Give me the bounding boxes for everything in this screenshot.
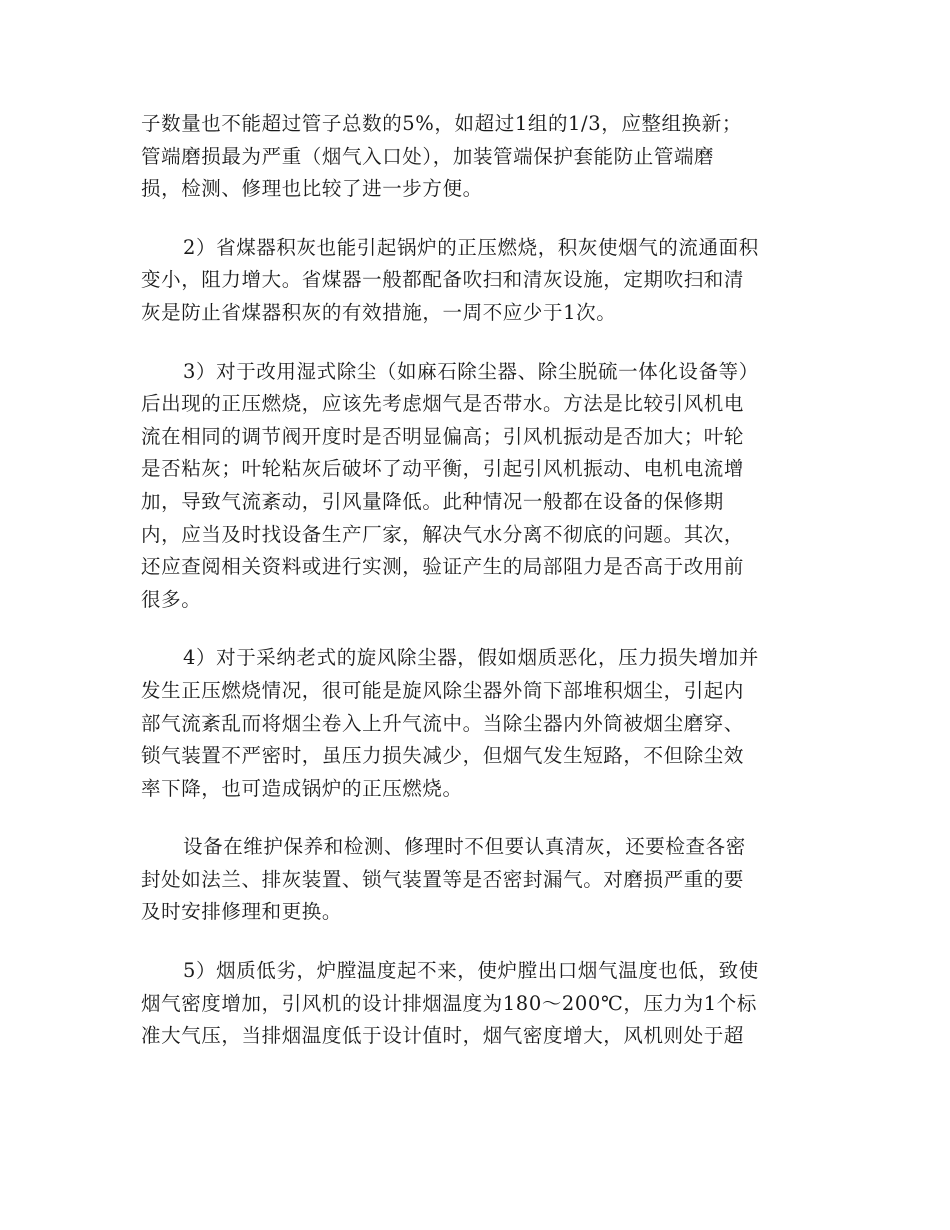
text-line: 及时安排修理和更换。 bbox=[141, 900, 343, 924]
text-line: 很多。 bbox=[141, 587, 202, 611]
text-line: 设备在维护保养和检测、修理时不但要认真清灰，还要检查各密 bbox=[183, 835, 746, 859]
text-line: 4）对于采纳老式的旋风除尘器，假如烟质恶化，压力损失增加并 bbox=[183, 646, 759, 670]
text-line: 加，导致气流紊动，引风量降低。此种情况一般都在设备的保修期 bbox=[141, 489, 724, 513]
paragraph-item-5 bbox=[141, 955, 811, 1053]
text-line: 烟气密度增加，引风机的设计排烟温度为180～200℃，压力为1个标 bbox=[141, 991, 757, 1015]
text-line: 是否粘灰；叶轮粘灰后破坏了动平衡，引起引风机振动、电机电流增 bbox=[141, 457, 745, 481]
text-line: 还应查阅相关资料或进行实测，验证产生的局部阻力是否高于改用前 bbox=[141, 555, 745, 579]
text-line: 后出现的正压燃烧，应该先考虑烟气是否带水。方法是比较引风机电 bbox=[141, 392, 745, 416]
text-line: 锁气装置不严密时，虽压力损失减少，但烟气发生短路，不但除尘效 bbox=[141, 744, 745, 768]
text-line: 管端磨损最为严重（烟气入口处），加装管端保护套能防止管端磨 bbox=[141, 144, 715, 168]
paragraph-continuation bbox=[141, 108, 811, 206]
text-line: 内，应当及时找设备生产厂家，解决气水分离不彻底的问题。其次， bbox=[141, 522, 745, 546]
paragraph-item-4 bbox=[141, 642, 811, 805]
text-line: 率下降，也可造成锅炉的正压燃烧。 bbox=[141, 776, 463, 800]
paragraph-item-2 bbox=[141, 232, 811, 330]
text-line: 流在相同的调节阀开度时是否明显偏高；引风机振动是否加大；叶轮 bbox=[141, 424, 745, 448]
text-line: 封处如法兰、排灰装置、锁气装置等是否密封漏气。对磨损严重的要 bbox=[141, 867, 745, 891]
text-line: 变小，阻力增大。省煤器一般都配备吹扫和清灰设施，定期吹扫和清 bbox=[141, 268, 745, 292]
paragraph-maintenance bbox=[141, 831, 811, 929]
text-line: 2）省煤器积灰也能引起锅炉的正压燃烧，积灰使烟气的流通面积 bbox=[183, 235, 759, 259]
document-body bbox=[141, 108, 811, 1053]
text-line: 损，检测、修理也比较了进一步方便。 bbox=[141, 177, 483, 201]
text-line: 部气流紊乱而将烟尘卷入上升气流中。当除尘器内外筒被烟尘磨穿、 bbox=[141, 711, 745, 735]
text-line: 灰是防止省煤器积灰的有效措施，一周不应少于1次。 bbox=[141, 300, 617, 324]
text-line: 5）烟质低劣，炉膛温度起不来，使炉膛出口烟气温度也低，致使 bbox=[183, 959, 759, 983]
paragraph-item-3 bbox=[141, 356, 811, 617]
text-line: 发生正压燃烧情况，很可能是旋风除尘器外筒下部堆积烟尘，引起内 bbox=[141, 678, 745, 702]
text-line: 3）对于改用湿式除尘（如麻石除尘器、除尘脱硫一体化设备等） bbox=[183, 359, 759, 383]
text-line: 子数量也不能超过管子总数的5%，如超过1组的1/3，应整组换新； bbox=[141, 112, 742, 135]
text-line: 准大气压，当排烟温度低于设计值时，烟气密度增大，风机则处于超 bbox=[141, 1024, 745, 1048]
